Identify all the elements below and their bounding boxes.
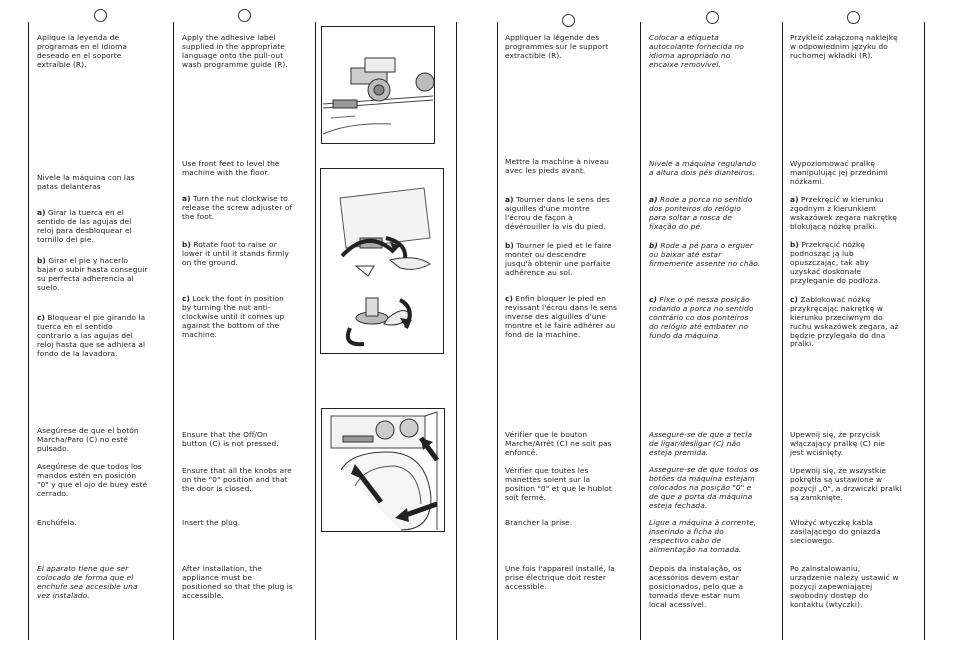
text: kierunku przeciwnym do <box>790 312 883 322</box>
text: autocolante fornecida no <box>649 41 744 51</box>
step-label: c) <box>37 313 45 322</box>
text: para soltar a rosca de <box>649 212 733 222</box>
text-line <box>505 52 608 61</box>
paragraph <box>37 519 77 528</box>
text: są zamknięte. <box>790 492 843 502</box>
text-line <box>505 449 612 458</box>
column-divider <box>315 22 316 640</box>
text: wskazówek zegara nakrętkę <box>790 212 898 222</box>
paragraph <box>37 427 139 454</box>
text: alimentação na tomada. <box>649 544 742 554</box>
text: reloj para desbloquear el <box>37 225 132 235</box>
text: posicionados, pelo que a <box>649 581 744 591</box>
paragraph <box>505 34 608 61</box>
text: esteja premida. <box>649 447 709 457</box>
text: Depois da instalação, os <box>649 564 742 573</box>
text: fundo da máquina. <box>649 330 721 340</box>
text: extraíble (R). <box>37 59 87 69</box>
text: ruchomej wkładki (R). <box>790 50 873 60</box>
paragraph <box>37 34 127 70</box>
paragraph <box>505 295 617 339</box>
text: Rode a pé para o erguer <box>657 241 753 250</box>
paragraph <box>37 174 135 192</box>
text-line <box>182 485 292 494</box>
text-line <box>505 494 612 503</box>
paragraph <box>505 196 610 232</box>
text: contrario a las agujas del <box>37 330 133 340</box>
text: de que a porta da máquina <box>649 491 753 501</box>
text: Asegúrese de que todos los <box>37 462 142 471</box>
text: Przykleić załączoną naklejkę <box>790 33 898 42</box>
text: release the screw adjuster of <box>182 202 293 212</box>
column-divider <box>28 22 29 640</box>
text-line <box>505 583 615 592</box>
text-line <box>790 223 897 232</box>
text: avec les pieds avant. <box>505 165 586 175</box>
language-marker-en <box>238 9 251 22</box>
text: Ensure that the Off/On <box>182 430 268 439</box>
text: El aparato tiene que ser <box>37 564 129 573</box>
paragraph <box>790 296 899 349</box>
paragraph <box>182 295 284 339</box>
paragraph <box>37 257 148 293</box>
text: Enfin bloquer le pied en <box>512 294 606 303</box>
text: jest wciśnięty. <box>790 447 844 457</box>
text: ruchu wskazówek zegara, aż <box>790 321 899 331</box>
paragraph <box>182 241 289 268</box>
text: contrário co dos ponteiros <box>649 312 749 322</box>
text: urządzenie należy ustawić w <box>790 572 899 582</box>
text-line <box>790 449 885 458</box>
step-label: c) <box>649 295 657 304</box>
paragraph <box>505 242 612 278</box>
text-line <box>505 331 617 340</box>
column-divider <box>456 22 457 640</box>
text: Przekręcić w kierunku <box>798 195 884 204</box>
paragraph <box>649 466 758 510</box>
step-label: a) <box>505 195 514 204</box>
text-line <box>505 167 609 176</box>
text-line <box>790 537 881 546</box>
paragraph <box>505 519 572 528</box>
text: w odpowiednim języku do <box>790 41 888 51</box>
text: Use front feet to level the <box>182 159 280 168</box>
text: enchufe sea accesible una <box>37 581 138 591</box>
text: respectivo cabo de <box>649 535 722 545</box>
text: colocados na posição "0" e <box>649 482 752 492</box>
text: "0" y que el ojo de buey esté <box>37 479 148 489</box>
text: uzyskać doskonałe <box>790 266 862 276</box>
paragraph <box>790 160 888 187</box>
text: będzie przylegała do dna <box>790 330 886 340</box>
text-line <box>790 277 881 286</box>
text: Wypoziomować pralkę <box>790 159 875 168</box>
text-line <box>182 519 240 528</box>
text: przykręcając nakrętkę w <box>790 303 883 313</box>
text: Nivele la máquina con las <box>37 173 135 182</box>
text-line <box>649 332 754 341</box>
text: the door is closed. <box>182 483 252 493</box>
paragraph <box>505 158 609 176</box>
text: Assegure-se de que a tecla <box>649 430 753 439</box>
paragraph <box>182 431 279 449</box>
text: przyleganie do podłoża. <box>790 275 881 285</box>
step-label: c) <box>182 294 190 303</box>
text: ou baixar até estar <box>649 249 722 259</box>
text: jusqu'à obtenir une parfaite <box>505 258 611 268</box>
text: soit fermé. <box>505 492 546 502</box>
text-line <box>37 350 145 359</box>
text: dévérouiller la vis du pied. <box>505 221 606 231</box>
text: Fixe o pé nessa posição <box>656 295 750 304</box>
text-line <box>649 601 743 610</box>
text-line <box>182 259 289 268</box>
text: Włożyć wtyczkę kabla <box>790 518 873 527</box>
paragraph <box>790 34 898 61</box>
paragraph <box>649 196 752 232</box>
text: bajar o subir hasta conseguir <box>37 264 148 274</box>
paragraph <box>505 431 612 458</box>
text: włączający pralkę (C) nie <box>790 438 886 448</box>
text: nóżkami. <box>790 176 825 186</box>
text: Rode a porca no sentido <box>657 195 753 204</box>
language-marker-fr <box>562 14 575 27</box>
text-line <box>182 169 280 178</box>
language-marker-pt <box>706 11 719 24</box>
column-divider <box>497 22 498 640</box>
text: aiguilles d'une montre <box>505 203 590 213</box>
text: positioned so that the plug is <box>182 581 293 591</box>
text: accessible. <box>182 590 224 600</box>
paragraph <box>182 519 240 528</box>
text-line <box>37 519 77 528</box>
text-line <box>649 61 744 70</box>
text-line <box>37 236 132 245</box>
text: swobodny dostęp do <box>790 590 869 600</box>
step-label: a) <box>37 208 46 217</box>
step-label: b) <box>505 241 514 250</box>
step-label: a) <box>790 195 799 204</box>
text: Po zainstalowaniu, <box>790 564 861 573</box>
paragraph <box>182 467 292 494</box>
text: inserindo a ficha do <box>649 526 724 536</box>
text: zgodnym z kierunkiem <box>790 203 876 213</box>
text: After installation, the <box>182 564 263 573</box>
text: on the "0" position and that <box>182 474 288 484</box>
text: acessórios devem estar <box>649 572 739 582</box>
text: accessible. <box>505 581 547 591</box>
text: fixação do pé. <box>649 221 703 231</box>
text: lower it until it stands firmly <box>182 248 290 258</box>
text: opuszczając, tak aby <box>790 257 870 267</box>
text-line <box>505 223 610 232</box>
text: language onto the pull-out <box>182 50 284 60</box>
text: Upewnij się, że przycisk <box>790 430 881 439</box>
text-line <box>649 449 752 458</box>
paragraph <box>37 463 147 499</box>
text: firmemente assente no chão. <box>649 258 761 268</box>
text: clockwise until it comes up <box>182 311 285 321</box>
column-divider <box>924 22 925 640</box>
paragraph <box>37 209 132 245</box>
text-line <box>37 183 135 192</box>
text-line <box>37 284 148 293</box>
text: tornillo del pie. <box>37 234 95 244</box>
text-line <box>649 260 760 269</box>
text: fondo de la lavadora. <box>37 348 118 358</box>
text: adhérence au sol. <box>505 267 573 277</box>
text: Ligue a máquina à corrente, <box>649 518 757 527</box>
text: idioma apropriado no <box>649 50 731 60</box>
text: Marche/Arrêt (C) ne soit pas <box>505 438 612 448</box>
text-line <box>37 445 139 454</box>
text-line <box>182 440 279 449</box>
text: Turn the nut clockwise to <box>190 194 288 203</box>
text: manipulując jej przednimi <box>790 167 888 177</box>
text: suelo. <box>37 282 60 292</box>
paragraph <box>649 242 760 269</box>
text: prise électrique doit rester <box>505 572 607 582</box>
text: encaixe removível. <box>649 59 722 69</box>
text: Przekręcić nóżkę <box>798 240 866 249</box>
text-line <box>37 592 138 601</box>
text: fond de la machine. <box>505 329 581 339</box>
text-line <box>182 61 288 70</box>
text: manettes soient sur la <box>505 474 591 484</box>
paragraph <box>182 160 280 178</box>
text: sieciowego. <box>790 535 835 545</box>
text: blokującą nóżkę pralki. <box>790 221 878 231</box>
step-label: b) <box>790 240 799 249</box>
paragraph <box>182 34 288 70</box>
text: botões da máquina estejam <box>649 473 755 483</box>
text: extractible (R). <box>505 50 562 60</box>
text: colocado de forma que el <box>37 572 134 582</box>
text: rodando a porca no sentido <box>649 303 754 313</box>
text-line <box>649 502 758 511</box>
figure-label-drawer <box>321 26 435 144</box>
paragraph <box>505 565 615 592</box>
text: Bloquear el pie girando la <box>44 313 146 322</box>
text-line <box>790 340 899 349</box>
text-line <box>182 592 293 601</box>
paragraph <box>649 431 752 458</box>
text: by turning the nut anti- <box>182 302 271 312</box>
text: Appliquer la légende des <box>505 33 600 42</box>
text: programmes sur le support <box>505 41 609 51</box>
text: the foot. <box>182 211 215 221</box>
text: de ligar/desligar (C) não <box>649 438 741 448</box>
text: Brancher la prise. <box>505 518 573 527</box>
text: Apply the adhesive label <box>182 33 276 42</box>
step-label: b) <box>649 241 658 250</box>
text: Enchúfela. <box>37 518 77 527</box>
text: tuerca en el sentido <box>37 321 113 331</box>
text: Insert the plug. <box>182 518 241 527</box>
text: montre et le faire adhérer au <box>505 320 616 330</box>
text: on the ground. <box>182 257 238 267</box>
column-divider <box>782 22 783 640</box>
text: pralki. <box>790 339 814 349</box>
text: Vérifier que le bouton <box>505 430 588 439</box>
step-label: b) <box>182 240 191 249</box>
text-line <box>182 213 292 222</box>
text-line <box>649 223 752 232</box>
text: Colocar a etiqueta <box>649 33 719 42</box>
text-line <box>790 494 902 503</box>
paragraph <box>182 565 293 601</box>
text: Ensure that all the knobs are <box>182 466 292 475</box>
paragraph <box>649 296 754 340</box>
text: l'écrou de façon à <box>505 212 573 222</box>
text: patas delanteras <box>37 181 101 191</box>
text: Upewnij się, że wszystkie <box>790 466 887 475</box>
text: Asegúrese de que el botón <box>37 426 139 435</box>
text: Zablokować nóżkę <box>797 295 871 304</box>
step-label: a) <box>649 195 658 204</box>
text: Lock the foot in position <box>189 294 284 303</box>
text: Tourner le pied et le faire <box>513 241 612 250</box>
step-label: c) <box>790 295 798 304</box>
text: sentido de las agujas del <box>37 216 132 226</box>
text-line <box>790 178 888 187</box>
text: podnosząc ją lub <box>790 248 854 258</box>
text: programas en el idioma <box>37 41 128 51</box>
text-line <box>790 52 898 61</box>
text: Mettre la machine à niveau <box>505 157 609 166</box>
step-label: c) <box>505 294 513 303</box>
text: pozycji „0", a drzwiczki pralki <box>790 483 902 493</box>
text: appliance must be <box>182 572 253 582</box>
paragraph <box>37 565 138 601</box>
text-line <box>649 169 756 178</box>
text-line <box>37 61 127 70</box>
text: su perfecta adherencia al <box>37 273 134 283</box>
paragraph <box>182 195 292 222</box>
text: Assegure-se de que todos os <box>649 465 759 474</box>
text-line <box>649 546 756 555</box>
text: pozycji zapewniającej <box>790 581 873 591</box>
figure-knobs-door <box>321 408 445 532</box>
text: position "0" et que le hublot <box>505 483 612 493</box>
text: pulsado. <box>37 443 70 453</box>
text: pokrętła są ustawione w <box>790 474 883 484</box>
step-label: a) <box>182 194 191 203</box>
text: machine with the floor. <box>182 167 270 177</box>
text: Tourner dans le sens des <box>513 195 610 204</box>
text: Marcha/Paro (C) no esté <box>37 434 128 444</box>
text: wash programme guide (R). <box>182 59 288 69</box>
paragraph <box>505 467 612 503</box>
text: Une fois l'appareil installé, la <box>505 564 615 573</box>
language-marker-es <box>94 9 107 22</box>
text-line <box>790 601 899 610</box>
text: monter ou descendre <box>505 249 587 259</box>
text-line <box>505 269 612 278</box>
paragraph <box>790 241 881 285</box>
text: Aplique la leyenda de <box>37 33 120 42</box>
column-divider <box>173 22 174 640</box>
language-marker-pl <box>847 11 860 24</box>
text: reloj hasta que se adhiera al <box>37 339 146 349</box>
text: enfoncé. <box>505 447 538 457</box>
paragraph <box>790 431 885 458</box>
text: Nivele a máquina regulando <box>649 159 757 168</box>
text: Rotate foot to raise or <box>190 240 277 249</box>
text: against the bottom of the <box>182 320 280 330</box>
text: deseado en el soporte <box>37 50 122 60</box>
text: supplied in the appropriate <box>182 41 285 51</box>
step-label: b) <box>37 256 46 265</box>
paragraph <box>649 565 743 609</box>
text: local acessível. <box>649 599 707 609</box>
paragraph <box>790 196 897 232</box>
column-divider <box>640 22 641 640</box>
paragraph <box>649 519 756 555</box>
text: a altura dois pés dianteiros. <box>649 167 755 177</box>
paragraph <box>790 519 881 546</box>
text: zasilającego do gniazda <box>790 526 881 536</box>
text: cerrado. <box>37 488 69 498</box>
text: tomada deve estar num <box>649 590 741 600</box>
paragraph <box>649 34 744 70</box>
text: kontaktu (wtyczki). <box>790 599 863 609</box>
text: mandos estén en posición <box>37 470 137 480</box>
text: revissant l'écrou dans le sens <box>505 302 618 312</box>
paragraph <box>37 314 145 358</box>
text: Girar el pie y hacerlo <box>45 256 129 265</box>
text: button (C) is not pressed. <box>182 438 279 448</box>
text: do relógio até embater no <box>649 321 749 331</box>
text-line <box>505 519 572 528</box>
paragraph <box>790 565 899 609</box>
text: dos ponteiros do relógio <box>649 203 741 213</box>
text-line <box>182 331 284 340</box>
text: Vérifier que toutes les <box>505 466 589 475</box>
text: Girar la tuerca en el <box>45 208 124 217</box>
paragraph <box>649 160 756 178</box>
text-line <box>37 490 147 499</box>
text: machine. <box>182 329 217 339</box>
text: vez instalado. <box>37 590 90 600</box>
text: esteja fechada. <box>649 500 708 510</box>
figure-level-feet <box>320 168 444 354</box>
text: inverse des aiguilles d'une <box>505 311 607 321</box>
paragraph <box>790 467 902 503</box>
